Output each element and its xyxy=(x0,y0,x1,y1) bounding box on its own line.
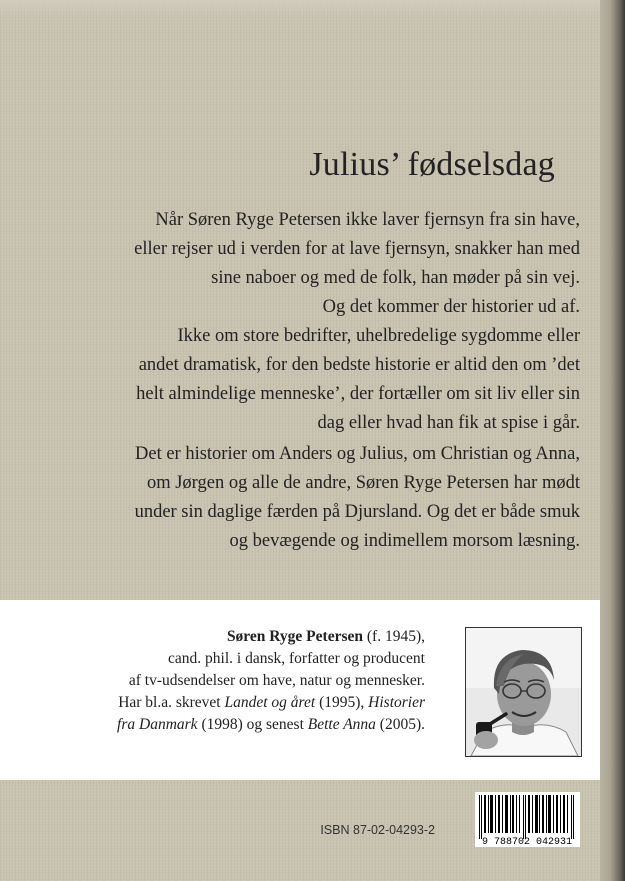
author-photo xyxy=(465,627,582,757)
isbn-number: ISBN 87-02-04293-2 xyxy=(320,823,435,837)
barcode-digits: 9 788702 042931 xyxy=(481,837,573,847)
work-year: (2005). xyxy=(375,716,425,733)
blurb-line: andet dramatisk, for den bedste historie er altid den om ’det xyxy=(138,355,580,375)
blurb-line: og bevægende og indimellem morsom læsning. xyxy=(229,531,580,551)
barcode xyxy=(475,792,580,847)
author-bio-line-5 xyxy=(117,714,425,736)
blurb-line: eller rejser ud i verden for at lave fjernsyn, snakker han med xyxy=(134,239,580,259)
author-bio-line-4 xyxy=(117,692,425,714)
author-bio xyxy=(117,626,425,736)
work-year: (1998) og senest xyxy=(197,716,308,733)
blurb-line: Og det kommer der historier ud af. xyxy=(322,297,580,317)
author-name: Søren Ryge Petersen xyxy=(226,628,363,645)
blurb-line: om Jørgen og alle de andre, Søren Ryge Petersen har mødt xyxy=(146,473,580,493)
book-title: Julius’ fødselsdag xyxy=(309,146,555,183)
blurb-line: dag eller hvad han fik at spise i går. xyxy=(317,413,580,433)
blurb-line: Ikke om store bedrifter, uhelbredelige sygdomme eller xyxy=(177,326,580,346)
author-bio-line-2: cand. phil. i dansk, forfatter og producent xyxy=(168,650,425,667)
work-title: Bette Anna xyxy=(307,716,376,733)
blurb-line: Det er historier om Anders og Julius, om Christian og Anna, xyxy=(135,444,580,464)
work-title: Historier xyxy=(368,694,425,711)
blurb-line: sine naboer og med de folk, han møder på sin vej. xyxy=(211,268,580,288)
book-spine-edge xyxy=(600,0,625,881)
top-edge-shade xyxy=(0,0,600,18)
blurb-line: helt almindelige menneske’, der fortæller om sit liv eller sin xyxy=(136,384,580,404)
blurb-paragraph-1 xyxy=(60,206,580,438)
work-year: (1995), xyxy=(315,694,369,711)
author-bio-line-3: af tv-udsendelser om have, natur og mennesker. xyxy=(128,672,425,689)
author-portrait-icon xyxy=(466,628,581,756)
blurb-line: Når Søren Ryge Petersen ikke laver fjernsyn fra sin have, xyxy=(155,210,580,230)
author-born: (f. 1945), xyxy=(363,628,425,645)
bio-prefix: Har bl.a. skrevet xyxy=(118,694,225,711)
blurb-paragraph-2 xyxy=(60,440,580,556)
work-title: Landet og året xyxy=(224,694,316,711)
author-bio-line-1 xyxy=(117,626,425,648)
blurb-line: under sin daglige færden på Djursland. Og det er både smuk xyxy=(134,502,580,522)
work-title: fra Danmark xyxy=(117,716,198,733)
barcode-icon xyxy=(475,792,580,847)
